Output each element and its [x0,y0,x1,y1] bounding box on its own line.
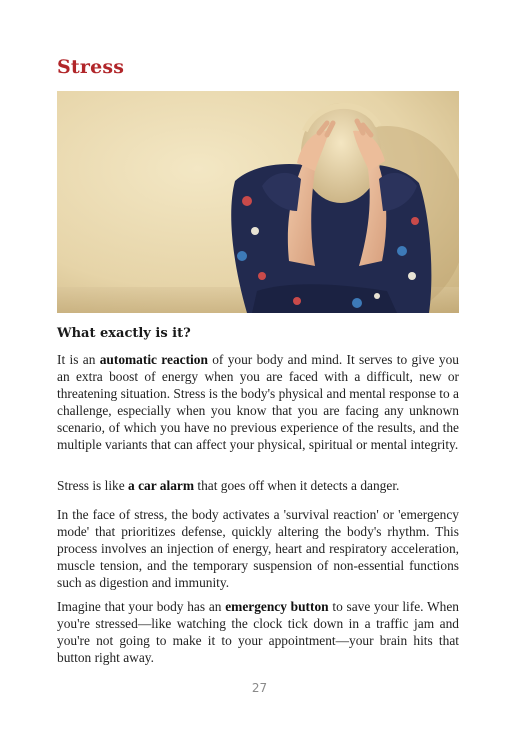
page-number: 27 [251,681,268,695]
section-heading: What exactly is it? [57,326,191,341]
highlight-emergency-button: emergency button [225,599,329,614]
page-title: Stress [57,56,125,78]
highlight-car-alarm: a car alarm [128,478,194,493]
paragraph-car-alarm: Stress is like a car alarm that goes off when it detects a danger. [57,478,400,493]
woman-holding-head-photo [57,91,459,313]
highlight-automatic-reaction: automatic reaction [99,352,208,367]
paragraph-survival-reaction: In the face of stress, the body activates a 'survival reaction' or 'emergency mode' that prioritizes defense, quickly altering the body's rhythm. This process involves an injection of energy, heart and respiratory acceleration, muscle tension, and the temporary suspension of non-essential functions such as digestion and immunity. [57,507,459,590]
paragraph-emergency-button: Imagine that your body has an emergency button to save your life. When you're stressed—like watching the clock tick down in a traffic jam and you're not going to make it to your appointment—your brain hits that button right away. [57,599,459,665]
paragraph-definition: It is an automatic reaction of your body and mind. It serves to give you an extra boost of energy when you are faced with a difficult, new or threatening situation. Stress is the body's physical and mental response to a challenge, especially when you know that you are facing any unknown scenario, of which you have no previous experience of the results, and the multiple variants that can affect your physical, spiritual or mental integrity. [57,352,459,452]
